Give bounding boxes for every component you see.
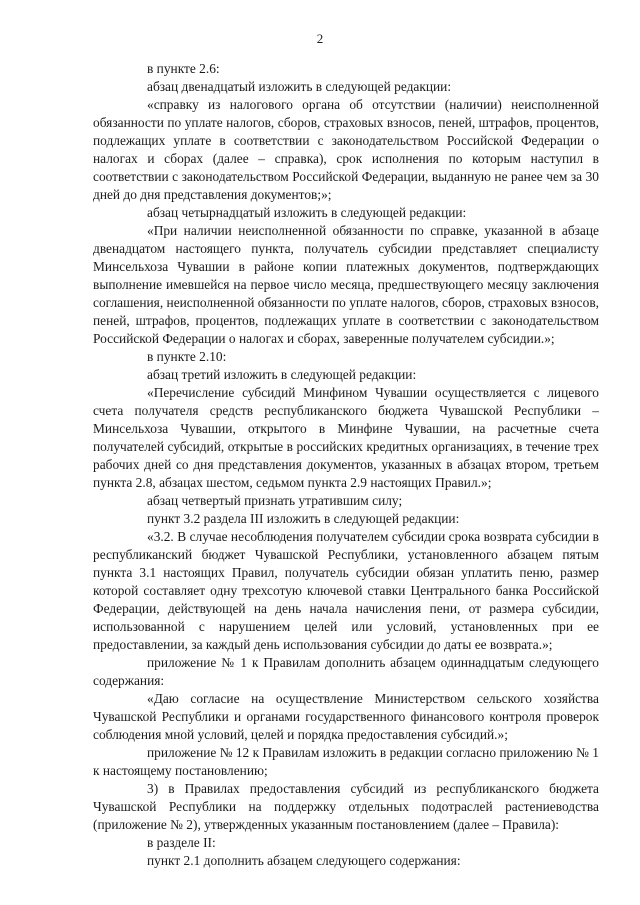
paragraph-twelfth-abzac-instruction: абзац двенадцатый изложить в следующей редакции: [147, 79, 452, 94]
paragraph-penalty-quote: «3.2. В случае несоблюдения получателем субсидии срока возврата субсидии в республиканский бюджет Чувашской Республики, установленного абзацем пятым пункта 3.1 настоящих Правил, получатель субсидии обязан уплатить пеню, размер которой составляет одну трехсотую ключевой ставки Центрального банка Российской Федерации, действующей на день начала начисления пени, от размера субсидии, использованной с нарушением целей или условий, установленных при ее предоставлении, за каждый день использования субсидии до даты ее возврата.»; [93, 529, 599, 652]
paragraph-in-section-2: в разделе II: [147, 835, 216, 850]
paragraph-appendix-12-instruction: приложение № 12 к Правилам изложить в редакции согласно приложению № 1 к настоящему постановлению; [93, 745, 599, 778]
paragraph-consent-quote: «Даю согласие на осуществление Министерством сельского хозяйства Чувашской Республики и органами государственного финансового контроля проверок соблюдения мной условий, целей и порядка предоставления субсидий.»; [93, 691, 599, 742]
document-body [93, 60, 599, 870]
paragraph-rules-crop-subsidies: 3) в Правилах предоставления субсидий из республиканского бюджета Чувашской Республики на поддержку отдельных подотраслей растениеводства (приложение № 2), утвержденных указанным постановлением (далее – Правила): [93, 781, 599, 832]
paragraph-fourth-abzac-void: абзац четвертый признать утратившим силу; [147, 493, 403, 508]
paragraph-third-abzac-instruction: абзац третий изложить в следующей редакции: [147, 367, 417, 382]
paragraph-tax-certificate-quote: «справку из налогового органа об отсутствии (наличии) неисполненной обязанности по уплате налогов, сборов, страховых взносов, пеней, штрафов, процентов, подлежащих уплате в соответствии с законодательством Российской Федерации о налогах и сборах (далее – справка), срок исполнения по которым наступил в соответствии с законодательством Российской Федерации, выданную не ранее чем за 30 дней до дня представления документов;»; [93, 97, 599, 202]
paragraph-unfulfilled-obligation-quote: «При наличии неисполненной обязанности по справке, указанной в абзаце двенадцатом настоящего пункта, получатель субсидии представляет специалисту Минсельхоза Чувашии в районе копии платежных документов, подтверждающих выполнение имевшейся на первое число месяца, предшествующего месяцу заключения соглашения, неисполненной обязанности по уплате налогов, сборов, страховых взносов, пеней, штрафов, процентов, подлежащих уплате в соответствии с законодательством Российской Федерации о налогах и сборах, заверенные получателем субсидии.»; [93, 223, 599, 346]
page-number: 2 [316, 31, 324, 46]
paragraph-subsidy-transfer-quote: «Перечисление субсидий Минфином Чувашии осуществляется с лицевого счета получателя средств республиканского бюджета Чувашской Республики – Минсельхоза Чувашии, открытого в Минфине Чувашии, на расчетные счета получателей субсидий, открытые в российских кредитных организациях, в течение трех рабочих дней со дня представления документов, указанных в абзацах втором, третьем пункта 2.8, абзацах шестом, седьмом пункта 2.9 настоящих Правил.»; [93, 385, 599, 490]
paragraph-in-point-2-10: в пункте 2.10: [147, 349, 227, 364]
paragraph-appendix-1-instruction: приложение № 1 к Правилам дополнить абзацем одиннадцатым следующего содержания: [93, 655, 599, 688]
paragraph-fourteenth-abzac-instruction: абзац четырнадцатый изложить в следующей редакции: [147, 205, 467, 220]
paragraph-point-3-2-instruction: пункт 3.2 раздела III изложить в следующей редакции: [147, 511, 460, 526]
paragraph-in-point-2-6: в пункте 2.6: [147, 61, 220, 76]
paragraph-point-2-1-instruction: пункт 2.1 дополнить абзацем следующего содержания: [147, 853, 461, 868]
